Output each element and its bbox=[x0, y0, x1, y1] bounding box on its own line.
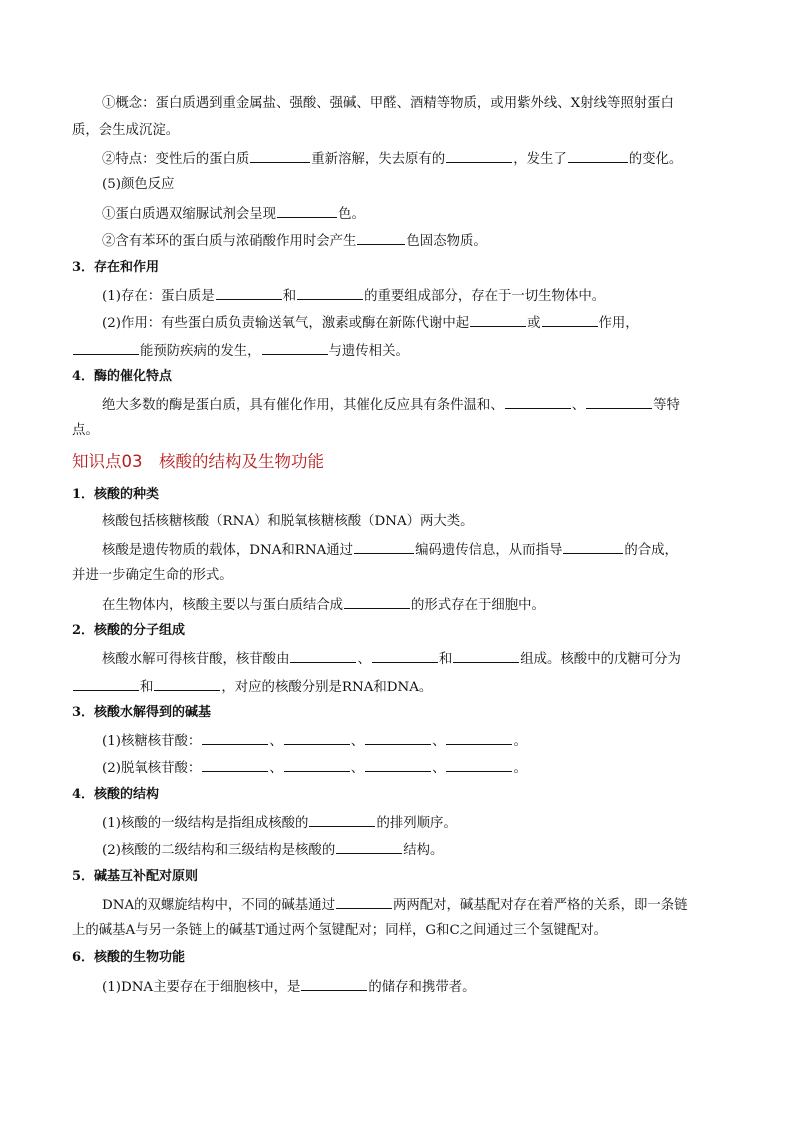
text: 点。 bbox=[72, 423, 99, 438]
text: 和 bbox=[438, 652, 453, 667]
text-line bbox=[72, 921, 607, 941]
heading bbox=[72, 703, 211, 723]
text: ，对应的核酸分别是RNA和DNA。 bbox=[221, 680, 433, 695]
text-line-concept bbox=[102, 94, 674, 114]
text-line bbox=[102, 757, 527, 779]
text: 核酸水解可得核苷酸，核苷酸由 bbox=[102, 652, 290, 667]
text: ①概念：蛋白质遇到重金属盐、强酸、强碱、甲醛、酒精等物质，或用紫外线、X射线等照射蛋白 bbox=[102, 96, 674, 111]
text: ，发生了 bbox=[513, 152, 567, 167]
fill-blank[interactable] bbox=[542, 312, 598, 327]
text: 4．核酸的结构 bbox=[72, 787, 160, 802]
text: 组成。核酸中的戊糖可分为 bbox=[520, 652, 681, 667]
fill-blank[interactable] bbox=[446, 730, 512, 745]
text-line bbox=[102, 894, 688, 916]
text: 4．酶的催化特点 bbox=[72, 369, 173, 384]
text: ②特点：变性后的蛋白质 bbox=[102, 152, 250, 167]
fill-blank[interactable] bbox=[277, 203, 337, 218]
text-line bbox=[72, 676, 432, 698]
text-line bbox=[102, 394, 680, 416]
text: ②含有苯环的蛋白质与浓硝酸作用时会产生 bbox=[102, 234, 357, 249]
text-line bbox=[72, 121, 179, 141]
fill-blank[interactable] bbox=[250, 148, 310, 163]
fill-blank[interactable] bbox=[563, 539, 623, 554]
text: 质，会生成沉淀。 bbox=[72, 123, 180, 138]
fill-blank[interactable] bbox=[284, 757, 350, 772]
text: DNA的双螺旋结构中，不同的碱基通过 bbox=[102, 898, 335, 913]
fill-blank[interactable] bbox=[154, 676, 220, 691]
text-line bbox=[102, 203, 365, 225]
text: 核酸是遗传物质的载体，DNA和RNA通过 bbox=[102, 543, 354, 558]
text: 和 bbox=[140, 680, 154, 695]
fill-blank[interactable] bbox=[586, 394, 652, 409]
text: 5．碱基互补配对原则 bbox=[72, 869, 199, 884]
fill-blank[interactable] bbox=[365, 730, 431, 745]
text-line bbox=[72, 421, 99, 441]
text-line bbox=[102, 230, 487, 252]
text: 、 bbox=[432, 761, 446, 776]
text: (5)颜色反应 bbox=[102, 177, 175, 192]
text: 的重要组成部分，存在于一切生物体中。 bbox=[364, 289, 606, 304]
fill-blank[interactable] bbox=[365, 757, 431, 772]
fill-blank[interactable] bbox=[216, 285, 282, 300]
fill-blank[interactable] bbox=[336, 894, 392, 909]
text: ①蛋白质遇双缩脲试剂会呈现 bbox=[102, 207, 277, 222]
fill-blank[interactable] bbox=[505, 394, 571, 409]
text: 、 bbox=[269, 734, 283, 749]
fill-blank[interactable] bbox=[262, 340, 328, 355]
text-line bbox=[102, 839, 443, 861]
text: (2)脱氧核苷酸： bbox=[102, 761, 202, 776]
text: 的排列顺序。 bbox=[376, 816, 457, 831]
heading bbox=[72, 785, 159, 805]
text-line bbox=[72, 340, 409, 362]
text: 的合成， bbox=[624, 543, 678, 558]
fill-blank[interactable] bbox=[344, 594, 410, 609]
text-line bbox=[102, 730, 527, 752]
text: 色固态物质。 bbox=[406, 234, 487, 249]
text: (2)作用：有些蛋白质负责输送氧气，激素或酶在新陈代谢中起 bbox=[102, 316, 470, 331]
text: 重新溶解，失去原有的 bbox=[311, 152, 446, 167]
text: 等特 bbox=[653, 398, 680, 413]
text: 的变化。 bbox=[628, 152, 683, 167]
fill-blank[interactable] bbox=[297, 285, 363, 300]
text: 3．核酸水解得到的碱基 bbox=[72, 705, 212, 720]
text: 编码遗传信息，从而指导 bbox=[415, 543, 563, 558]
text: 。 bbox=[513, 734, 527, 749]
text-line bbox=[102, 512, 474, 532]
fill-blank[interactable] bbox=[453, 648, 519, 663]
fill-blank[interactable] bbox=[357, 230, 405, 245]
text-line bbox=[102, 812, 457, 834]
text: 结构。 bbox=[403, 843, 444, 858]
text: (2)核酸的二级结构和三级结构是核酸的 bbox=[102, 843, 336, 858]
fill-blank[interactable] bbox=[73, 676, 139, 691]
text: (1)核糖核苷酸： bbox=[102, 734, 202, 749]
fill-blank[interactable] bbox=[372, 648, 438, 663]
text: 或 bbox=[527, 316, 541, 331]
text: 并进一步确定生命的形式。 bbox=[72, 568, 233, 583]
text: 、 bbox=[269, 761, 283, 776]
fill-blank[interactable] bbox=[336, 839, 402, 854]
text: 色。 bbox=[338, 207, 365, 222]
heading bbox=[72, 621, 185, 641]
fill-blank[interactable] bbox=[73, 340, 139, 355]
text-line bbox=[102, 539, 678, 561]
text: 、 bbox=[571, 398, 586, 413]
text-line-feature bbox=[102, 148, 682, 170]
text: 。 bbox=[513, 761, 527, 776]
fill-blank[interactable] bbox=[290, 648, 356, 663]
text-line bbox=[102, 594, 545, 616]
text: 、 bbox=[432, 734, 446, 749]
section-title bbox=[72, 450, 324, 474]
text: 知识点03 核酸的结构及生物功能 bbox=[72, 452, 324, 471]
text: 与遗传相关。 bbox=[328, 344, 409, 359]
text: 能预防疾病的发生， bbox=[140, 344, 261, 359]
fill-blank[interactable] bbox=[470, 312, 526, 327]
text: (1)存在：蛋白质是 bbox=[102, 289, 215, 304]
text: 两两配对，碱基配对存在着严格的关系，即一条链 bbox=[392, 898, 688, 913]
heading bbox=[72, 367, 172, 387]
text-line bbox=[102, 648, 681, 670]
heading bbox=[72, 258, 159, 278]
text: 的储存和携带者。 bbox=[368, 980, 476, 995]
text: (1)DNA主要存在于细胞核中，是 bbox=[102, 980, 301, 995]
text-line bbox=[102, 285, 605, 307]
fill-blank[interactable] bbox=[354, 539, 414, 554]
fill-blank[interactable] bbox=[309, 812, 375, 827]
fill-blank[interactable] bbox=[202, 757, 268, 772]
text: 3．存在和作用 bbox=[72, 260, 160, 275]
text-line bbox=[102, 175, 175, 195]
text: (1)核酸的一级结构是指组成核酸的 bbox=[102, 816, 309, 831]
text: 核酸包括核糖核酸（RNA）和脱氧核糖核酸（DNA）两大类。 bbox=[102, 514, 474, 529]
fill-blank[interactable] bbox=[446, 148, 512, 163]
text: 和 bbox=[282, 289, 297, 304]
text: 1．核酸的种类 bbox=[72, 487, 160, 502]
text: 在生物体内，核酸主要以与蛋白质结合成 bbox=[102, 598, 344, 613]
text: 绝大多数的酶是蛋白质，具有催化作用，其催化反应具有条件温和、 bbox=[102, 398, 504, 413]
fill-blank[interactable] bbox=[202, 730, 268, 745]
heading bbox=[72, 485, 159, 505]
text-line bbox=[102, 312, 639, 334]
heading bbox=[72, 867, 198, 887]
fill-blank[interactable] bbox=[301, 976, 367, 991]
heading bbox=[72, 948, 185, 968]
text: 、 bbox=[357, 652, 371, 667]
text: 的形式存在于细胞中。 bbox=[411, 598, 545, 613]
fill-blank[interactable] bbox=[446, 757, 512, 772]
text-line bbox=[72, 566, 233, 586]
text: 、 bbox=[350, 734, 365, 749]
text: 2．核酸的分子组成 bbox=[72, 623, 186, 638]
text-line bbox=[102, 976, 476, 998]
text: 作用， bbox=[598, 316, 639, 331]
fill-blank[interactable] bbox=[284, 730, 350, 745]
text: 上的碱基A与另一条链上的碱基T通过两个氢键配对；同样，G和C之间通过三个氢键配对。 bbox=[72, 923, 607, 938]
text: 6．核酸的生物功能 bbox=[72, 950, 186, 965]
fill-blank[interactable] bbox=[568, 148, 628, 163]
text: 、 bbox=[350, 761, 365, 776]
